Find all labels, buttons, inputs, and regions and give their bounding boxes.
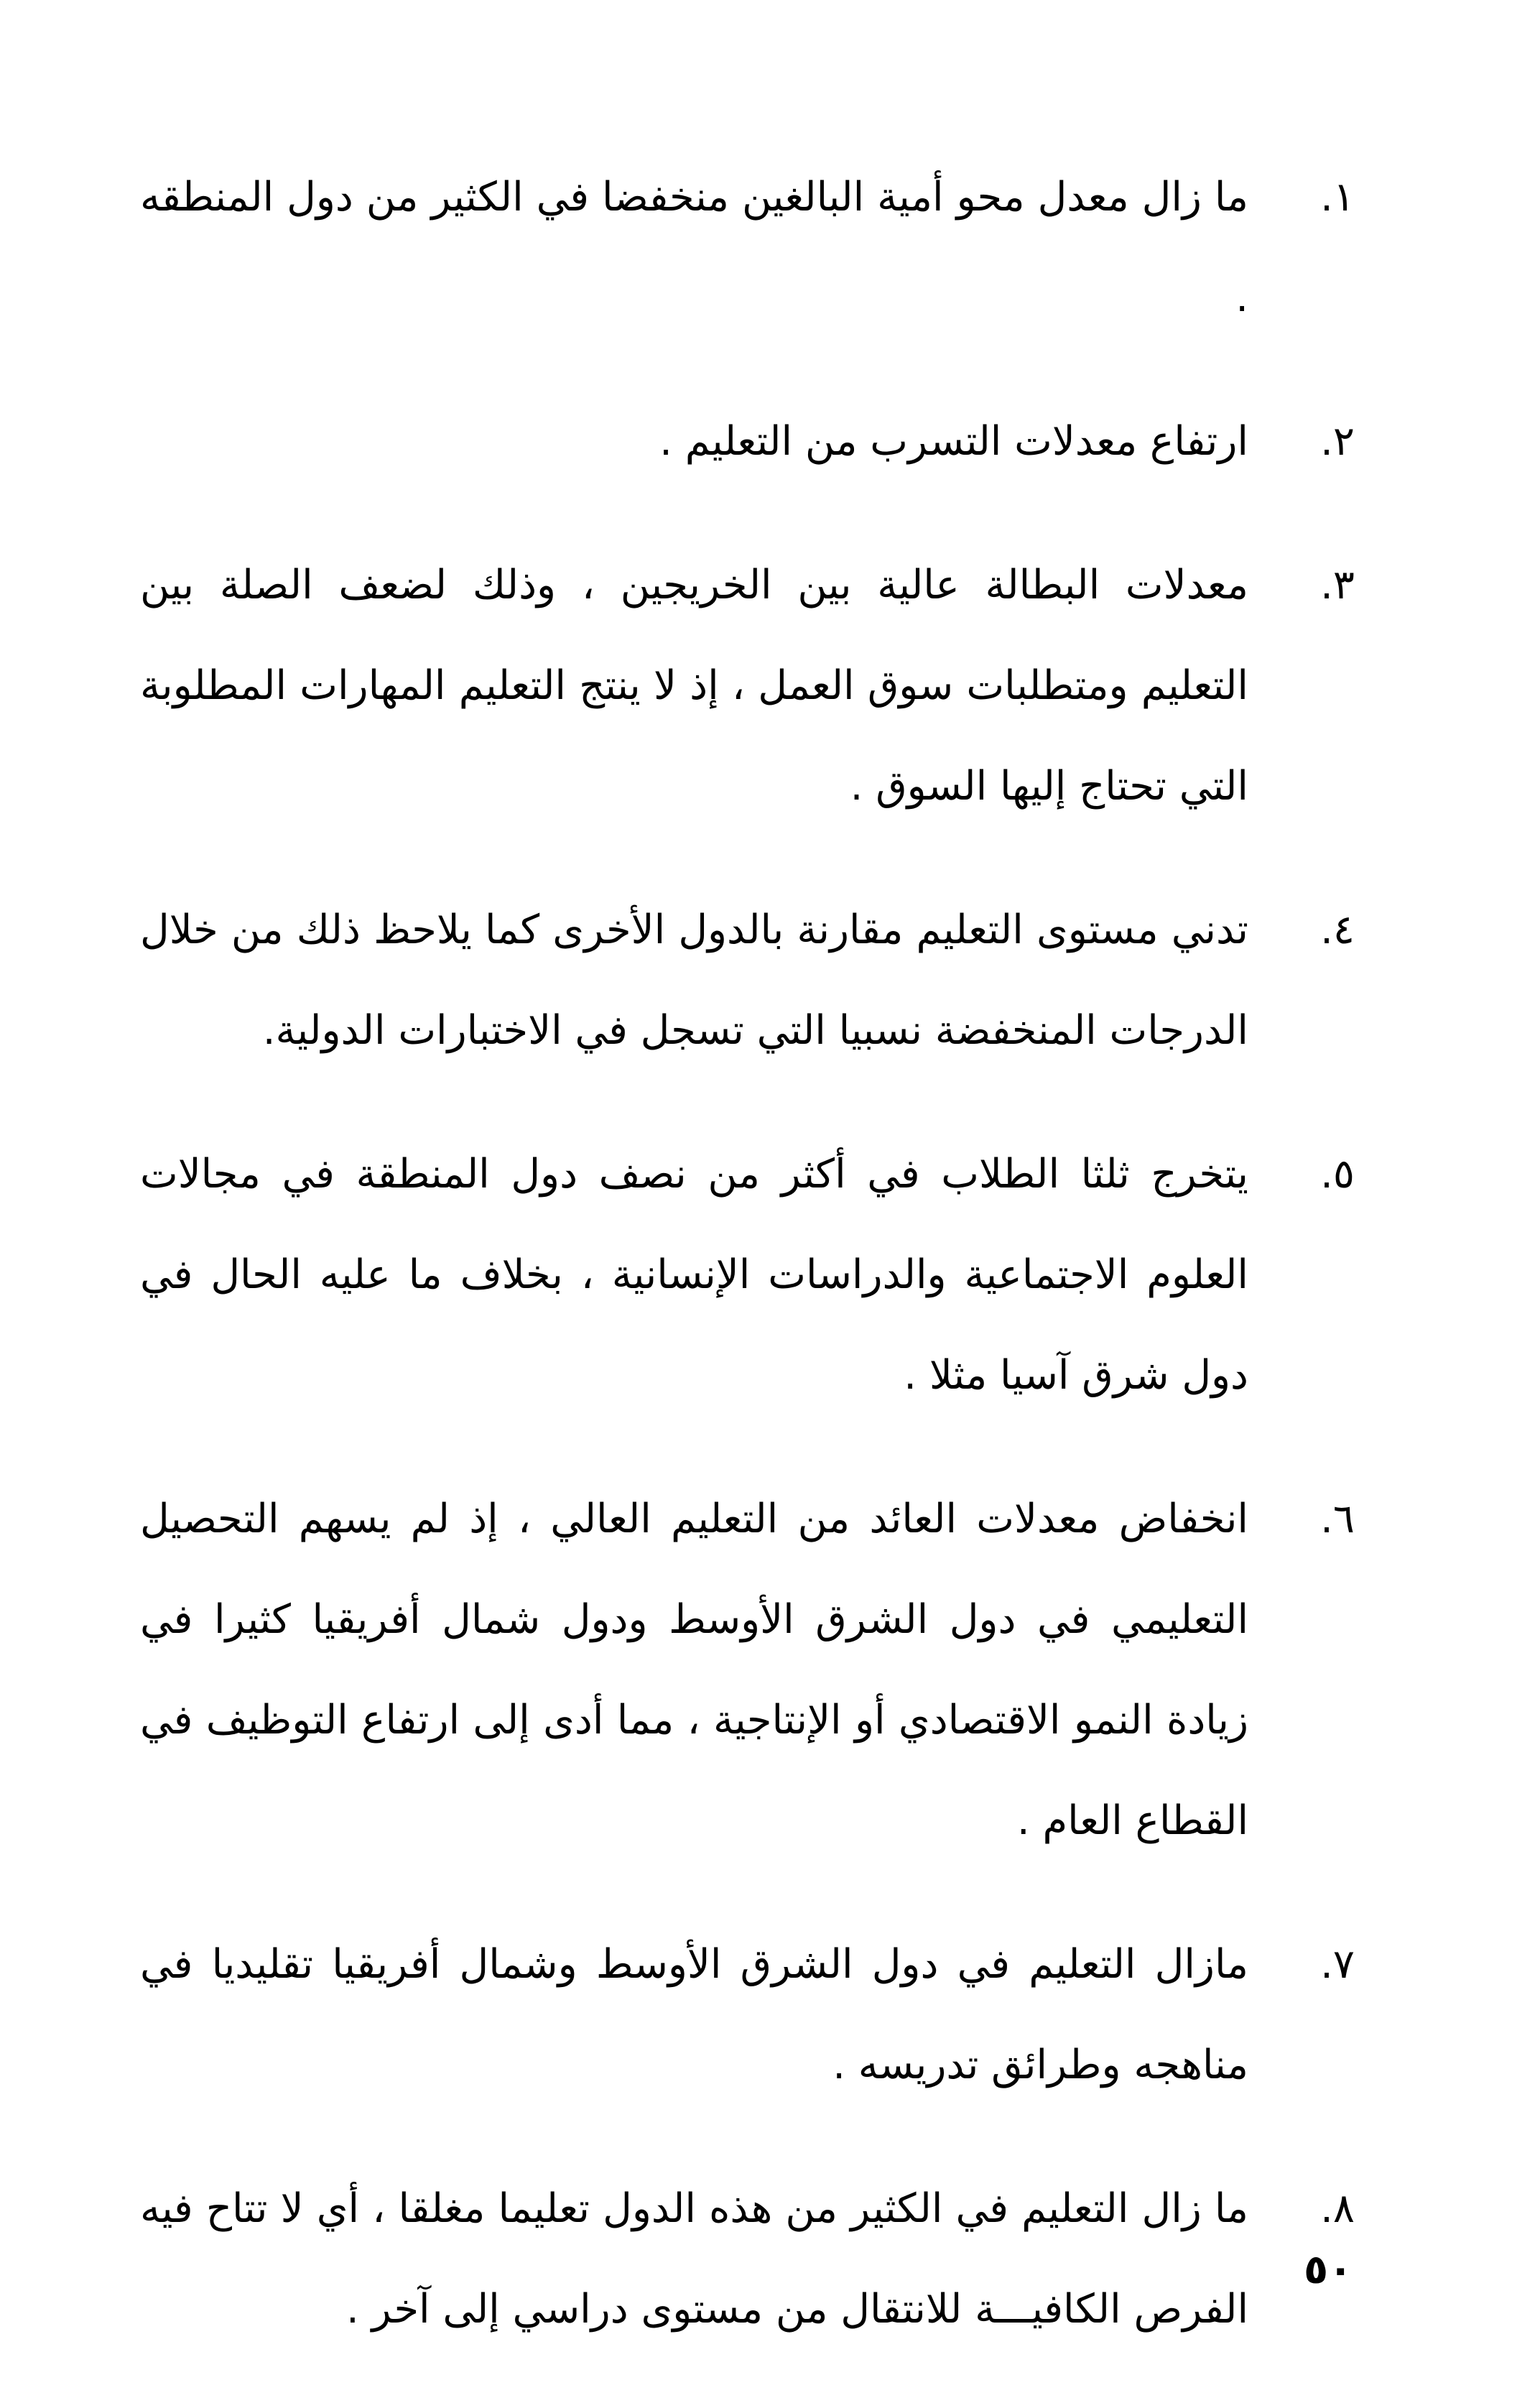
- list-item: [140, 535, 1355, 837]
- list-item-text: انخفاض معدلات العائد من التعليم العالي ، إذ لم يسهم التحصيل التعليمي في دول الشرق الأوسط ودول شمال أفريقيا كثيرا في زيادة النمو الاقتصادي أو الإنتاجية ، مما أدى إلى ارتفاع التوظيف في القطاع العام .: [140, 1496, 1248, 1844]
- numbered-list: [140, 147, 1355, 2403]
- list-item-number: ٤.: [1320, 907, 1355, 953]
- list-item-text: مازال التعليم في دول الشرق الأوسط وشمال أفريقيا تقليديا في مناهجه وطرائق تدريسه .: [140, 1941, 1248, 2088]
- list-item-number: ١.: [1320, 174, 1355, 221]
- list-item-text: ما زال التعليم في الكثير من هذه الدول تعليما مغلقا ، أي لا تتاح فيه الفرص الكافيـــة للانتقال من مستوى دراسي إلى آخر .: [140, 2185, 1248, 2333]
- list-item-text: معدلات البطالة عالية بين الخريجين ، وذلك لضعف الصلة بين التعليم ومتطلبات سوق العمل ، إذ لا ينتج التعليم المهارات المطلوبة التي تحتاج إليها السوق .: [140, 562, 1248, 810]
- list-item: [140, 147, 1355, 348]
- list-item-number: ٦.: [1320, 1496, 1355, 1542]
- list-item: [140, 392, 1355, 492]
- list-item: [140, 2159, 1355, 2360]
- list-item: [140, 1469, 1355, 1871]
- list-item-number: ٧.: [1320, 1941, 1355, 1988]
- list-item: [140, 880, 1355, 1081]
- list-item-text: يتخرج ثلثا الطلاب في أكثر من نصف دول المنطقة في مجالات العلوم الاجتماعية والدراسات الإنسانية ، بخلاف ما عليه الحال في دول شرق آسيا مثلا .: [140, 1151, 1248, 1399]
- list-item: [140, 1914, 1355, 2116]
- page-number: ٥٠: [1304, 2246, 1353, 2293]
- list-item-number: ٥.: [1320, 1151, 1355, 1198]
- list-item-text: ما زال معدل محو أمية البالغين منخفضا في الكثير من دول المنطقه .: [140, 174, 1248, 321]
- list-item-text: ارتفاع معدلات التسرب من التعليم .: [659, 418, 1248, 465]
- list-item-number: ٢.: [1320, 418, 1355, 465]
- list-item-number: ٣.: [1320, 562, 1355, 608]
- list-item: [140, 1124, 1355, 1426]
- list-item-number: ٨.: [1320, 2185, 1355, 2232]
- list-item-text: تدني مستوى التعليم مقارنة بالدول الأخرى كما يلاحظ ذلك من خلال الدرجات المنخفضة نسبيا التي تسجل في الاختبارات الدولية.: [140, 907, 1248, 1054]
